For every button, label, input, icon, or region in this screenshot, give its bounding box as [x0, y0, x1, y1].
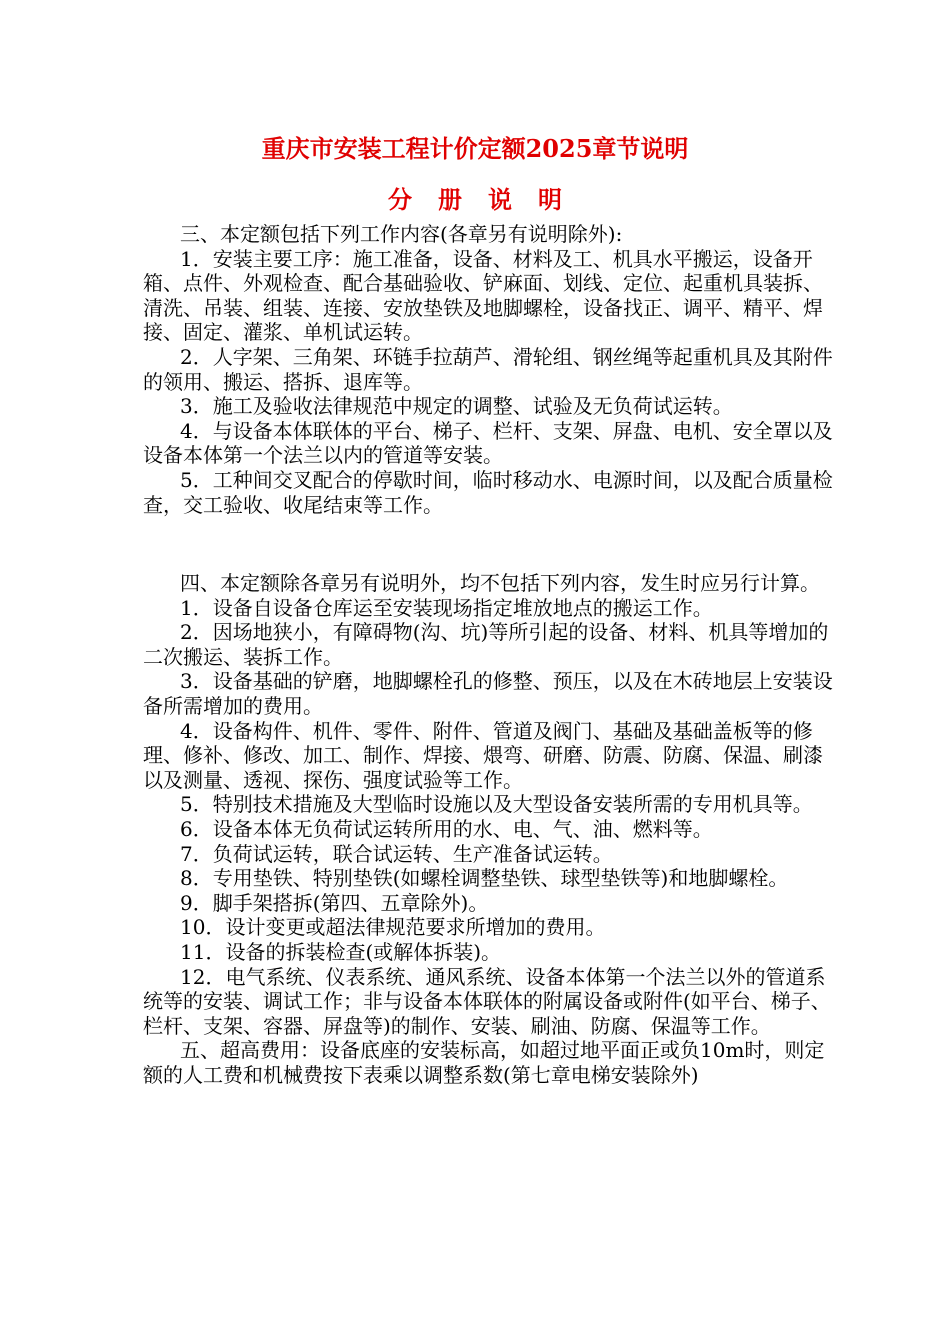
paragraph: 四、本定额除各章另有说明外，均不包括下列内容，发生时应另行计算。	[180, 571, 820, 595]
section-subtitle: 分册说明	[388, 185, 588, 214]
paragraph: 2．因场地狭小，有障碍物(沟、坑)等所引起的设备、材料、机具等增加的二次搬运、装拆工作。	[143, 620, 829, 669]
paragraph: 7．负荷试运转，联合试运转、生产准备试运转。	[180, 841, 613, 866]
paragraph: 三、本定额包括下列工作内容(各章另有说明除外):	[180, 222, 623, 246]
paragraph: 2．人字架、三角架、环链手拉葫芦、滑轮组、钢丝绳等起重机具及其附件的领用、搬运、搭拆、退库等。	[143, 344, 833, 394]
paragraph: 6．设备本体无负荷试运转所用的水、电、气、油、燃料等。	[180, 816, 713, 841]
section-four	[143, 571, 833, 1087]
paragraph: 5．工种间交叉配合的停歇时间，临时移动水、电源时间，以及配合质量检查，交工验收、收尾结束等工作。	[143, 467, 833, 517]
paragraph: 五、超高费用：设备底座的安装标高，如超过地平面正或负10m时，则定额的人工费和机械费按下表乘以调整系数(第七章电梯安装除外)	[143, 1038, 825, 1087]
paragraph: 8．专用垫铁、特别垫铁(如螺栓调整垫铁、球型垫铁等)和地脚螺栓。	[180, 866, 789, 891]
section-three	[143, 222, 833, 517]
document-title: 重庆市安装工程计价定额2025章节说明	[261, 134, 689, 163]
paragraph: 11．设备的拆装检查(或解体拆装)。	[180, 939, 502, 964]
paragraph: 3．施工及验收法律规范中规定的调整、试验及无负荷试运转。	[180, 394, 733, 419]
paragraph: 4．与设备本体联体的平台、梯子、栏杆、支架、屏盘、电机、安全罩以及设备本体第一个法兰以内的管道等安装。	[143, 418, 833, 468]
paragraph: 9．脚手架搭拆(第四、五章除外)。	[180, 890, 489, 915]
paragraph: 10．设计变更或超法律规范要求所增加的费用。	[180, 915, 606, 940]
paragraph: 1．安装主要工序：施工准备，设备、材料及工、机具水平搬运，设备开箱、点件、外观检查、配合基础验收、铲麻面、划线、定位、起重机具装拆、清洗、吊装、组装、连接、安放垫铁及地脚螺栓，设备找正、调平、精平、焊接、固定、灌浆、单机试运转。	[143, 246, 823, 345]
paragraph: 3．设备基础的铲磨，地脚螺栓孔的修整、预压，以及在木砖地层上安装设备所需增加的费用。	[143, 669, 833, 718]
paragraph: 4．设备构件、机件、零件、附件、管道及阀门、基础及基础盖板等的修理、修补、修改、加工、制作、焊接、煨弯、研磨、防震、防腐、保温、刷漆以及测量、透视、探伤、强度试验等工作。	[143, 718, 823, 792]
paragraph: 1．设备自设备仓库运至安装现场指定堆放地点的搬运工作。	[180, 595, 713, 620]
paragraph: 5．特别技术措施及大型临时设施以及大型设备安装所需的专用机具等。	[180, 792, 813, 817]
paragraph: 12．电气系统、仪表系统、通风系统、设备本体第一个法兰以外的管道系统等的安装、调试工作；非与设备本体联体的附属设备或附件(如平台、梯子、栏杆、支架、容器、屏盘等)的制作、安装、刷油、防腐、保温等工作。	[143, 964, 831, 1038]
